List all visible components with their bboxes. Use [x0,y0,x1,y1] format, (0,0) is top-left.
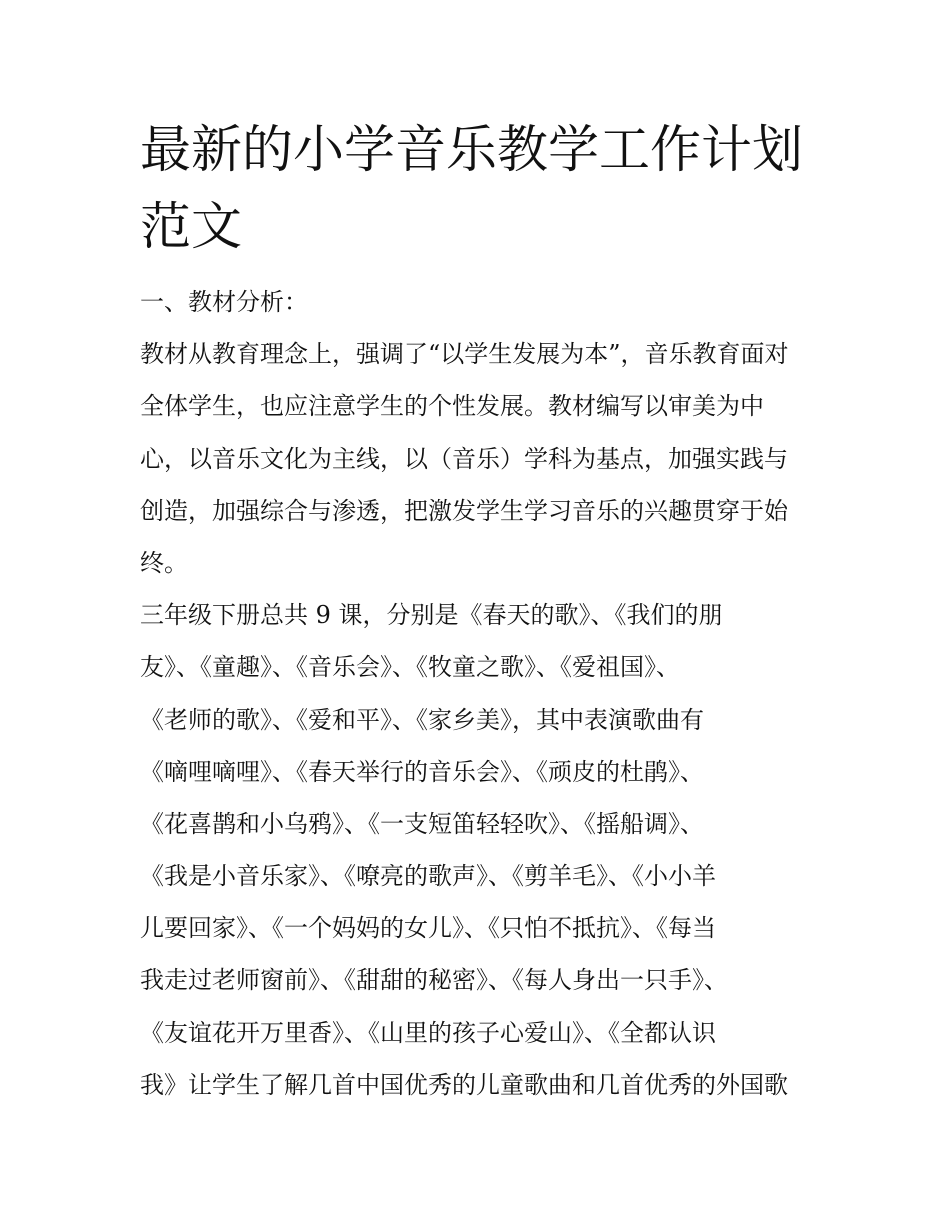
document-title [140,112,820,266]
paragraph-line: 我》让学生了解几首中国优秀的儿童歌曲和几首优秀的外国歌 [140,1070,788,1099]
title-line-1: 最新的小学音乐教学工作计划 [140,121,804,180]
paragraph-line: 友》、《童趣》、《音乐会》、《牧童之歌》、《爱祖国》、 [140,653,680,682]
title-line-2: 范文 [140,198,243,257]
paragraph-line: 《老师的歌》、《爱和平》、《家乡美》，其中表演歌曲有 [140,705,704,734]
paragraph-line: 全体学生，也应注意学生的个性发展。教材编写以审美为中 [140,392,764,421]
paragraph-line: 终。 [140,548,188,577]
paragraph-line: 《友谊花开万里香》、《山里的孩子心爱山》、《全都认识 [140,1018,716,1047]
document-body [140,276,830,1111]
paragraph-line: 《我是小音乐家》、《嘹亮的歌声》、《剪羊毛》、《小小羊 [140,862,716,891]
section-heading: 一、教材分析： [140,288,308,316]
paragraph-line: 心，以音乐文化为主线，以（音乐）学科为基点，加强实践与 [140,444,788,473]
paragraph-line: 《花喜鹊和小乌鸦》、《一支短笛轻轻吹》、《摇船调》、 [140,809,704,838]
paragraph-line: 创造，加强综合与渗透，把激发学生学习音乐的兴趣贯穿于始 [140,496,788,525]
paragraph-line: 三年级下册总共 9 课，分别是《春天的歌》、《我们的朋 [140,601,723,630]
paragraph-line: 我走过老师窗前》、《甜甜的秘密》、《每人身出一只手》、 [140,966,728,995]
paragraph-line: 儿要回家》、《一个妈妈的女儿》、《只怕不抵抗》、《每当 [140,914,716,943]
paragraph-line: 《嘀哩嘀哩》、《春天举行的音乐会》、《顽皮的杜鹃》、 [140,757,704,786]
paragraph-line: 教材从教育理念上，强调了“以学生发展为本”，音乐教育面对 [140,340,789,369]
